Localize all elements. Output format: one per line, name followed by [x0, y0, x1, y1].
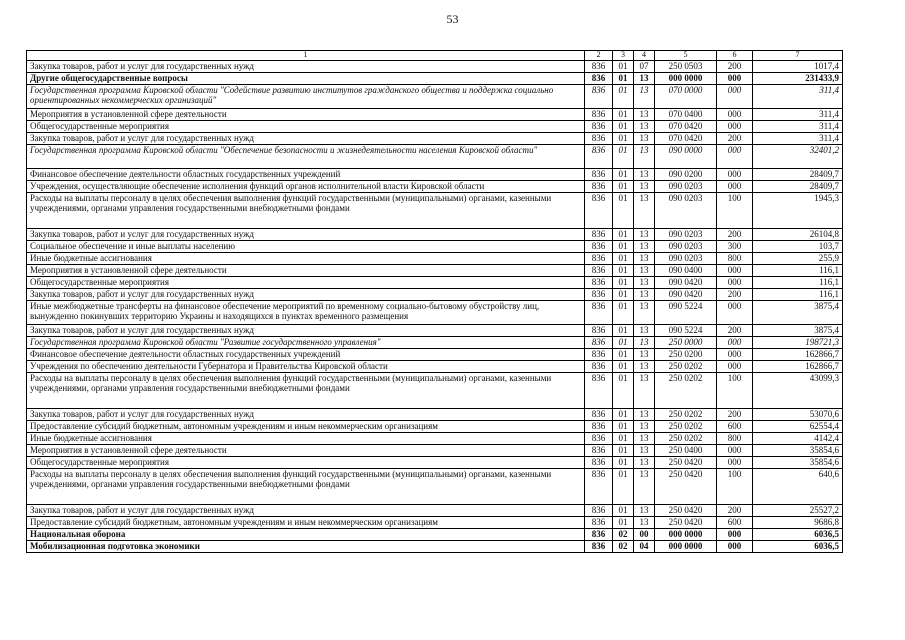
row-code-cell: 836	[585, 421, 613, 433]
row-code-cell: 836	[585, 517, 613, 529]
row-expense-type-cell: 000	[717, 181, 753, 193]
row-subsection-cell: 13	[634, 337, 655, 349]
row-expense-type-cell: 200	[717, 133, 753, 145]
row-name-cell: Мероприятия в установленной сфере деятельности	[27, 109, 585, 121]
row-name-cell: Мероприятия в установленной сфере деятельности	[27, 265, 585, 277]
row-code-cell: 836	[585, 361, 613, 373]
row-expense-type-cell: 000	[717, 265, 753, 277]
row-subsection-cell: 13	[634, 457, 655, 469]
row-amount-cell: 32401,2	[753, 145, 843, 169]
row-subsection-cell: 07	[634, 61, 655, 73]
row-expense-type-cell: 800	[717, 253, 753, 265]
row-name-cell: Учреждения, осуществляющие обеспечение исполнения функций органов исполнительной власти Кировской области	[27, 181, 585, 193]
row-section-cell: 01	[613, 265, 634, 277]
row-subsection-cell: 13	[634, 277, 655, 289]
row-amount-cell: 311,4	[753, 133, 843, 145]
row-amount-cell: 62554,4	[753, 421, 843, 433]
table-row	[27, 253, 843, 265]
row-expense-type-cell: 000	[717, 445, 753, 457]
row-name-cell: Финансовое обеспечение деятельности областных государственных учреждений	[27, 349, 585, 361]
row-section-cell: 01	[613, 85, 634, 109]
table-row	[27, 85, 843, 109]
row-amount-cell: 9686,8	[753, 517, 843, 529]
row-article-cell: 250 0202	[655, 373, 717, 409]
row-section-cell: 01	[613, 229, 634, 241]
row-section-cell: 02	[613, 529, 634, 541]
row-expense-type-cell: 200	[717, 229, 753, 241]
row-expense-type-cell: 000	[717, 301, 753, 325]
row-code-cell: 836	[585, 277, 613, 289]
row-expense-type-cell: 000	[717, 457, 753, 469]
table-row	[27, 541, 843, 553]
row-section-cell: 01	[613, 361, 634, 373]
row-article-cell: 090 0420	[655, 277, 717, 289]
header-col-1: 1	[27, 51, 585, 61]
row-amount-cell: 311,4	[753, 85, 843, 109]
row-name-cell: Закупка товаров, работ и услуг для государственных нужд	[27, 229, 585, 241]
row-section-cell: 01	[613, 121, 634, 133]
row-subsection-cell: 13	[634, 409, 655, 421]
row-name-cell: Закупка товаров, работ и услуг для государственных нужд	[27, 289, 585, 301]
table-row	[27, 121, 843, 133]
row-amount-cell: 116,1	[753, 265, 843, 277]
row-subsection-cell: 13	[634, 241, 655, 253]
row-expense-type-cell: 000	[717, 361, 753, 373]
row-expense-type-cell: 100	[717, 469, 753, 505]
row-code-cell: 836	[585, 169, 613, 181]
row-section-cell: 01	[613, 289, 634, 301]
row-article-cell: 090 5224	[655, 325, 717, 337]
row-article-cell: 090 0203	[655, 253, 717, 265]
row-subsection-cell: 04	[634, 541, 655, 553]
row-section-cell: 01	[613, 337, 634, 349]
row-expense-type-cell: 000	[717, 85, 753, 109]
row-name-cell: Иные бюджетные ассигнования	[27, 253, 585, 265]
row-expense-type-cell: 000	[717, 277, 753, 289]
row-code-cell: 836	[585, 241, 613, 253]
table-row	[27, 133, 843, 145]
row-code-cell: 836	[585, 289, 613, 301]
row-subsection-cell: 13	[634, 253, 655, 265]
row-amount-cell: 162866,7	[753, 361, 843, 373]
row-section-cell: 01	[613, 349, 634, 361]
row-name-cell: Закупка товаров, работ и услуг для государственных нужд	[27, 409, 585, 421]
row-amount-cell: 35854,6	[753, 457, 843, 469]
row-code-cell: 836	[585, 181, 613, 193]
header-col-3: 3	[613, 51, 634, 61]
row-expense-type-cell: 000	[717, 109, 753, 121]
row-subsection-cell: 13	[634, 301, 655, 325]
row-article-cell: 090 0000	[655, 145, 717, 169]
row-subsection-cell: 13	[634, 229, 655, 241]
row-article-cell: 250 0000	[655, 337, 717, 349]
table-row	[27, 169, 843, 181]
row-section-cell: 01	[613, 61, 634, 73]
table-row	[27, 445, 843, 457]
header-col-6: 6	[717, 51, 753, 61]
table-row	[27, 109, 843, 121]
row-amount-cell: 4142,4	[753, 433, 843, 445]
row-name-cell: Закупка товаров, работ и услуг для государственных нужд	[27, 325, 585, 337]
row-name-cell: Иные бюджетные ассигнования	[27, 433, 585, 445]
row-expense-type-cell: 200	[717, 409, 753, 421]
row-expense-type-cell: 800	[717, 433, 753, 445]
table-row	[27, 469, 843, 505]
table-row	[27, 529, 843, 541]
row-subsection-cell: 13	[634, 445, 655, 457]
row-name-cell: Предоставление субсидий бюджетным, автономным учреждениям и иным некоммерческим организациям	[27, 517, 585, 529]
header-col-2: 2	[585, 51, 613, 61]
row-article-cell: 090 0400	[655, 265, 717, 277]
row-section-cell: 01	[613, 469, 634, 505]
row-article-cell: 090 0203	[655, 229, 717, 241]
row-expense-type-cell: 000	[717, 529, 753, 541]
table-row	[27, 517, 843, 529]
table-row	[27, 145, 843, 169]
row-name-cell: Социальное обеспечение и иные выплаты населению	[27, 241, 585, 253]
row-code-cell: 836	[585, 541, 613, 553]
row-name-cell: Закупка товаров, работ и услуг для государственных нужд	[27, 133, 585, 145]
row-article-cell: 000 0000	[655, 529, 717, 541]
row-amount-cell: 311,4	[753, 109, 843, 121]
row-subsection-cell: 13	[634, 265, 655, 277]
header-col-5: 5	[655, 51, 717, 61]
row-expense-type-cell: 300	[717, 241, 753, 253]
row-code-cell: 836	[585, 457, 613, 469]
row-amount-cell: 1017,4	[753, 61, 843, 73]
row-code-cell: 836	[585, 265, 613, 277]
budget-table	[26, 50, 843, 553]
row-article-cell: 090 0200	[655, 169, 717, 181]
row-section-cell: 01	[613, 253, 634, 265]
row-section-cell: 01	[613, 301, 634, 325]
row-expense-type-cell: 600	[717, 421, 753, 433]
row-amount-cell: 28409,7	[753, 169, 843, 181]
row-name-cell: Государственная программа Кировской области "Развитие государственного управления"	[27, 337, 585, 349]
row-name-cell: Общегосударственные мероприятия	[27, 277, 585, 289]
row-amount-cell: 103,7	[753, 241, 843, 253]
row-name-cell: Мобилизационная подготовка экономики	[27, 541, 585, 553]
row-article-cell: 090 0203	[655, 241, 717, 253]
table-row	[27, 337, 843, 349]
row-amount-cell: 6036,5	[753, 529, 843, 541]
row-subsection-cell: 13	[634, 469, 655, 505]
row-name-cell: Мероприятия в установленной сфере деятельности	[27, 445, 585, 457]
row-article-cell: 090 0420	[655, 289, 717, 301]
table-row	[27, 361, 843, 373]
row-subsection-cell: 13	[634, 169, 655, 181]
row-name-cell: Национальная оборона	[27, 529, 585, 541]
row-code-cell: 836	[585, 469, 613, 505]
table-row	[27, 229, 843, 241]
row-article-cell: 250 0503	[655, 61, 717, 73]
table-row	[27, 181, 843, 193]
table-row	[27, 61, 843, 73]
row-article-cell: 070 0000	[655, 85, 717, 109]
row-name-cell: Закупка товаров, работ и услуг для государственных нужд	[27, 505, 585, 517]
table-body	[27, 61, 843, 553]
row-code-cell: 836	[585, 85, 613, 109]
row-subsection-cell: 13	[634, 361, 655, 373]
row-expense-type-cell: 100	[717, 373, 753, 409]
row-amount-cell: 6036,5	[753, 541, 843, 553]
row-expense-type-cell: 000	[717, 541, 753, 553]
row-article-cell: 250 0202	[655, 433, 717, 445]
table-row	[27, 505, 843, 517]
table-row	[27, 301, 843, 325]
row-section-cell: 01	[613, 193, 634, 229]
row-name-cell: Расходы на выплаты персоналу в целях обеспечения выполнения функций государственными (муниципальными) органами, казенными учреждениями, органами управления государственными внебюджетными фондами	[27, 373, 585, 409]
table-row	[27, 325, 843, 337]
row-code-cell: 836	[585, 337, 613, 349]
table-row	[27, 349, 843, 361]
row-article-cell: 250 0202	[655, 361, 717, 373]
row-subsection-cell: 13	[634, 349, 655, 361]
row-code-cell: 836	[585, 121, 613, 133]
row-article-cell: 090 0203	[655, 181, 717, 193]
row-code-cell: 836	[585, 193, 613, 229]
row-code-cell: 836	[585, 505, 613, 517]
row-subsection-cell: 13	[634, 193, 655, 229]
row-name-cell: Закупка товаров, работ и услуг для государственных нужд	[27, 61, 585, 73]
row-code-cell: 836	[585, 109, 613, 121]
row-section-cell: 01	[613, 409, 634, 421]
row-article-cell: 250 0420	[655, 505, 717, 517]
row-name-cell: Иные межбюджетные трансферты на финансовое обеспечение мероприятий по временному социально-бытовому обустройству лиц, вынужденно покинувших территорию Украины и находящихся в пунктах временного размещения	[27, 301, 585, 325]
row-subsection-cell: 13	[634, 517, 655, 529]
row-name-cell: Предоставление субсидий бюджетным, автономным учреждениям и иным некоммерческим организациям	[27, 421, 585, 433]
row-amount-cell: 26104,8	[753, 229, 843, 241]
row-name-cell: Расходы на выплаты персоналу в целях обеспечения выполнения функций государственными (муниципальными) органами, казенными учреждениями, органами управления государственными внебюджетными фондами	[27, 193, 585, 229]
row-subsection-cell: 13	[634, 85, 655, 109]
row-article-cell: 250 0202	[655, 409, 717, 421]
row-section-cell: 02	[613, 541, 634, 553]
row-amount-cell: 53070,6	[753, 409, 843, 421]
row-amount-cell: 116,1	[753, 289, 843, 301]
table-row	[27, 433, 843, 445]
row-subsection-cell: 13	[634, 421, 655, 433]
row-code-cell: 836	[585, 253, 613, 265]
row-amount-cell: 198721,3	[753, 337, 843, 349]
row-amount-cell: 43099,3	[753, 373, 843, 409]
row-section-cell: 01	[613, 433, 634, 445]
row-section-cell: 01	[613, 241, 634, 253]
table-row	[27, 373, 843, 409]
row-section-cell: 01	[613, 73, 634, 85]
row-code-cell: 836	[585, 349, 613, 361]
row-name-cell: Другие общегосударственные вопросы	[27, 73, 585, 85]
row-code-cell: 836	[585, 133, 613, 145]
header-col-4: 4	[634, 51, 655, 61]
row-subsection-cell: 13	[634, 181, 655, 193]
row-section-cell: 01	[613, 169, 634, 181]
row-name-cell: Учреждения по обеспечению деятельности Губернатора и Правительства Кировской области	[27, 361, 585, 373]
row-name-cell: Государственная программа Кировской области "Содействие развитию институтов гражданского общества и поддержка социально ориентированных некоммерческих организаций"	[27, 85, 585, 109]
row-amount-cell: 28409,7	[753, 181, 843, 193]
row-article-cell: 250 0202	[655, 421, 717, 433]
row-code-cell: 836	[585, 325, 613, 337]
row-expense-type-cell: 000	[717, 73, 753, 85]
row-amount-cell: 3875,4	[753, 301, 843, 325]
row-article-cell: 250 0420	[655, 469, 717, 505]
table-row	[27, 277, 843, 289]
row-expense-type-cell: 000	[717, 337, 753, 349]
row-section-cell: 01	[613, 421, 634, 433]
row-section-cell: 01	[613, 277, 634, 289]
table-row	[27, 265, 843, 277]
row-subsection-cell: 13	[634, 505, 655, 517]
row-section-cell: 01	[613, 505, 634, 517]
table-row	[27, 457, 843, 469]
row-section-cell: 01	[613, 145, 634, 169]
table-row	[27, 193, 843, 229]
row-subsection-cell: 13	[634, 145, 655, 169]
row-amount-cell: 35854,6	[753, 445, 843, 457]
row-section-cell: 01	[613, 517, 634, 529]
row-name-cell: Финансовое обеспечение деятельности областных государственных учреждений	[27, 169, 585, 181]
row-code-cell: 836	[585, 409, 613, 421]
row-expense-type-cell: 000	[717, 145, 753, 169]
row-article-cell: 090 5224	[655, 301, 717, 325]
row-article-cell: 000 0000	[655, 541, 717, 553]
row-amount-cell: 116,1	[753, 277, 843, 289]
row-expense-type-cell: 200	[717, 289, 753, 301]
row-name-cell: Общегосударственные мероприятия	[27, 121, 585, 133]
row-expense-type-cell: 000	[717, 349, 753, 361]
row-subsection-cell: 13	[634, 325, 655, 337]
row-subsection-cell: 13	[634, 73, 655, 85]
row-section-cell: 01	[613, 445, 634, 457]
row-article-cell: 000 0000	[655, 73, 717, 85]
row-amount-cell: 640,6	[753, 469, 843, 505]
row-code-cell: 836	[585, 433, 613, 445]
row-expense-type-cell: 100	[717, 193, 753, 229]
row-code-cell: 836	[585, 73, 613, 85]
header-col-7: 7	[753, 51, 843, 61]
row-section-cell: 01	[613, 373, 634, 409]
row-article-cell: 250 0420	[655, 457, 717, 469]
row-article-cell: 070 0420	[655, 121, 717, 133]
table-row	[27, 289, 843, 301]
row-amount-cell: 3875,4	[753, 325, 843, 337]
row-article-cell: 090 0203	[655, 193, 717, 229]
row-expense-type-cell: 000	[717, 121, 753, 133]
row-code-cell: 836	[585, 529, 613, 541]
row-amount-cell: 231433,9	[753, 73, 843, 85]
table-row	[27, 409, 843, 421]
row-amount-cell: 311,4	[753, 121, 843, 133]
row-article-cell: 250 0400	[655, 445, 717, 457]
row-article-cell: 070 0400	[655, 109, 717, 121]
page-number: 53	[446, 12, 459, 26]
row-section-cell: 01	[613, 457, 634, 469]
row-section-cell: 01	[613, 109, 634, 121]
row-article-cell: 250 0420	[655, 517, 717, 529]
row-subsection-cell: 00	[634, 529, 655, 541]
row-subsection-cell: 13	[634, 373, 655, 409]
row-subsection-cell: 13	[634, 133, 655, 145]
row-amount-cell: 255,9	[753, 253, 843, 265]
row-section-cell: 01	[613, 181, 634, 193]
row-subsection-cell: 13	[634, 109, 655, 121]
row-expense-type-cell: 600	[717, 517, 753, 529]
row-article-cell: 070 0420	[655, 133, 717, 145]
row-amount-cell: 162866,7	[753, 349, 843, 361]
row-name-cell: Расходы на выплаты персоналу в целях обеспечения выполнения функций государственными (муниципальными) органами, казенными учреждениями, органами управления государственными внебюджетными фондами	[27, 469, 585, 505]
row-code-cell: 836	[585, 229, 613, 241]
row-code-cell: 836	[585, 301, 613, 325]
row-expense-type-cell: 200	[717, 505, 753, 517]
row-code-cell: 836	[585, 445, 613, 457]
row-article-cell: 250 0200	[655, 349, 717, 361]
table-row	[27, 241, 843, 253]
row-name-cell: Общегосударственные мероприятия	[27, 457, 585, 469]
row-expense-type-cell: 200	[717, 325, 753, 337]
row-section-cell: 01	[613, 325, 634, 337]
row-code-cell: 836	[585, 373, 613, 409]
row-expense-type-cell: 000	[717, 169, 753, 181]
table-row	[27, 421, 843, 433]
row-subsection-cell: 13	[634, 289, 655, 301]
row-expense-type-cell: 200	[717, 61, 753, 73]
row-amount-cell: 1945,3	[753, 193, 843, 229]
row-subsection-cell: 13	[634, 121, 655, 133]
row-name-cell: Государственная программа Кировской области "Обеспечение безопасности и жизнедеятельности населения Кировской области"	[27, 145, 585, 169]
row-code-cell: 836	[585, 61, 613, 73]
row-amount-cell: 25527,2	[753, 505, 843, 517]
row-code-cell: 836	[585, 145, 613, 169]
table-header-row	[27, 51, 843, 61]
row-section-cell: 01	[613, 133, 634, 145]
table-row	[27, 73, 843, 85]
row-subsection-cell: 13	[634, 433, 655, 445]
